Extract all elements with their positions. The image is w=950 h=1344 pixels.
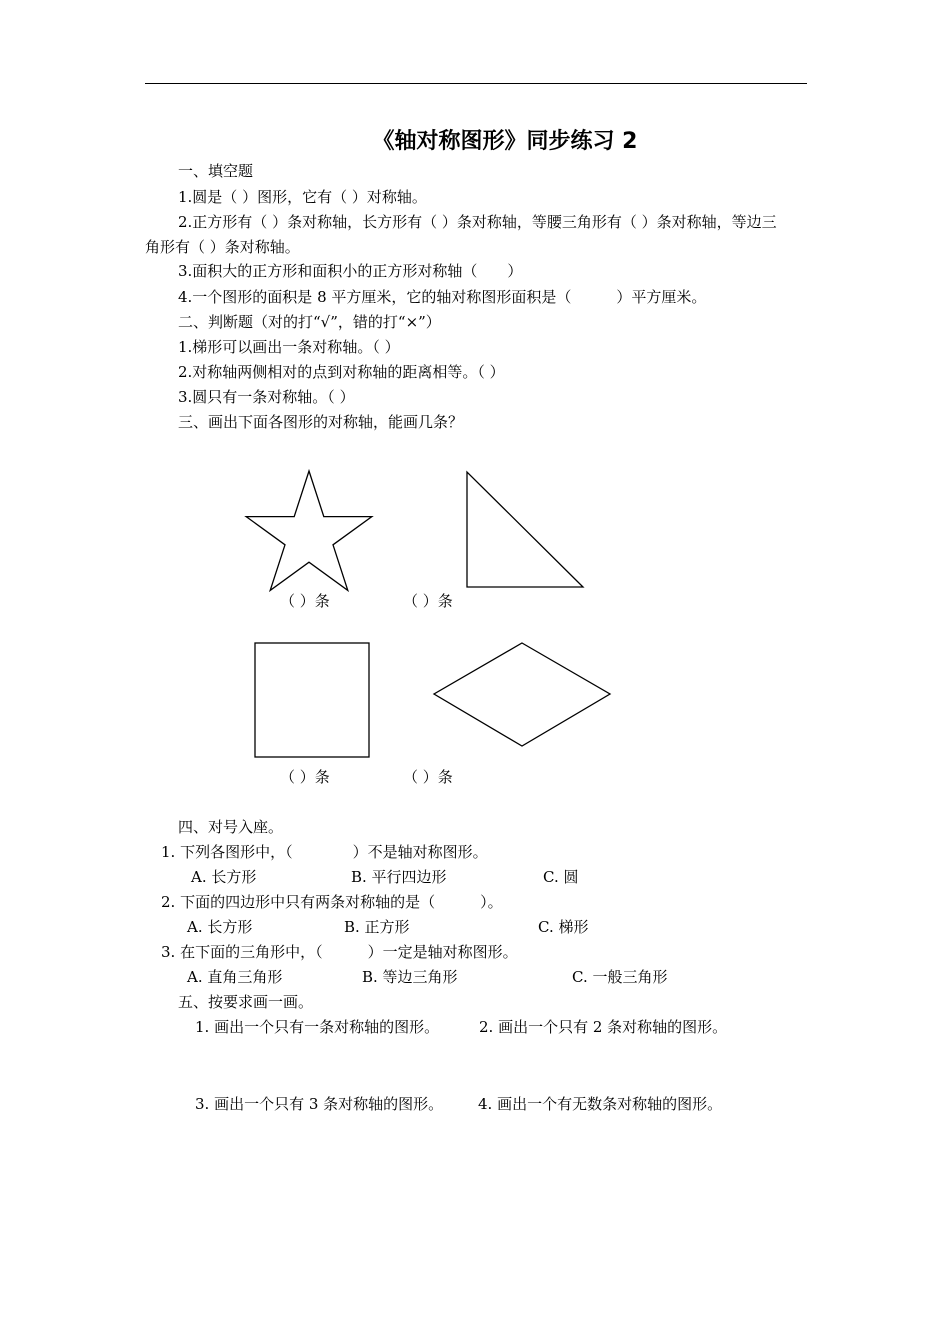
choice-3-option-c: C. 一般三角形 (572, 968, 668, 986)
section-1-heading: 一、填空题 (178, 162, 254, 180)
fill-question-1: 1.圆是（ ）图形，它有（ ）对称轴。 (178, 188, 427, 206)
judge-question-1: 1.梯形可以画出一条对称轴。（ ） (178, 338, 400, 356)
right-triangle-shape (467, 472, 583, 587)
fill-question-3: 3.面积大的正方形和面积小的正方形对称轴（ ） (178, 262, 523, 280)
choice-question-1: 1. 下列各图形中，（ ）不是轴对称图形。 (161, 843, 488, 861)
draw-item-3: 3. 画出一个只有 3 条对称轴的图形。 (195, 1095, 444, 1113)
judge-question-3: 3.圆只有一条对称轴。（ ） (178, 388, 355, 406)
triangle-caption: （ ）条 (403, 592, 453, 610)
section-3-heading: 三、画出下面各图形的对称轴，能画几条？ (178, 413, 464, 431)
draw-item-1: 1. 画出一个只有一条对称轴的图形。 (195, 1018, 440, 1036)
choice-2-option-c: C. 梯形 (538, 918, 589, 936)
draw-item-4: 4. 画出一个有无数条对称轴的图形。 (478, 1095, 723, 1113)
rhombus-shape (434, 643, 610, 746)
star-shape (246, 471, 372, 590)
star-caption: （ ）条 (280, 592, 330, 610)
choice-question-2: 2. 下面的四边形中只有两条对称轴的是（ ）。 (161, 893, 503, 911)
choice-1-option-a: A. 长方形 (191, 868, 257, 886)
choice-1-option-b: B. 平行四边形 (351, 868, 447, 886)
page-title: 《轴对称图形》同步练习 2 (372, 129, 638, 154)
judge-question-2: 2.对称轴两侧相对的点到对称轴的距离相等。（ ） (178, 363, 505, 381)
choice-2-option-a: A. 长方形 (187, 918, 253, 936)
square-shape (255, 643, 369, 757)
section-2-heading: 二、判断题（对的打“√”，错的打“×”） (178, 313, 441, 331)
section-5-heading: 五、按要求画一画。 (178, 993, 314, 1011)
rhombus-caption: （ ）条 (403, 768, 453, 786)
choice-1-option-c: C. 圆 (543, 868, 579, 886)
choice-3-option-a: A. 直角三角形 (187, 968, 283, 986)
choice-2-option-b: B. 正方形 (344, 918, 410, 936)
fill-question-2-line-1: 2.正方形有（ ）条对称轴，长方形有（ ）条对称轴，等腰三角形有（ ）条对称轴，等边三 (178, 213, 777, 231)
draw-item-2: 2. 画出一个只有 2 条对称轴的图形。 (479, 1018, 728, 1036)
fill-question-2-line-2: 角形有（ ）条对称轴。 (145, 238, 300, 256)
section-4-heading: 四、对号入座。 (178, 818, 284, 836)
choice-3-option-b: B. 等边三角形 (362, 968, 458, 986)
fill-question-4: 4.一个图形的面积是 8 平方厘米，它的轴对称图形面积是（ ）平方厘米。 (178, 288, 707, 306)
square-caption: （ ）条 (280, 768, 330, 786)
choice-question-3: 3. 在下面的三角形中，（ ）一定是轴对称图形。 (161, 943, 518, 961)
